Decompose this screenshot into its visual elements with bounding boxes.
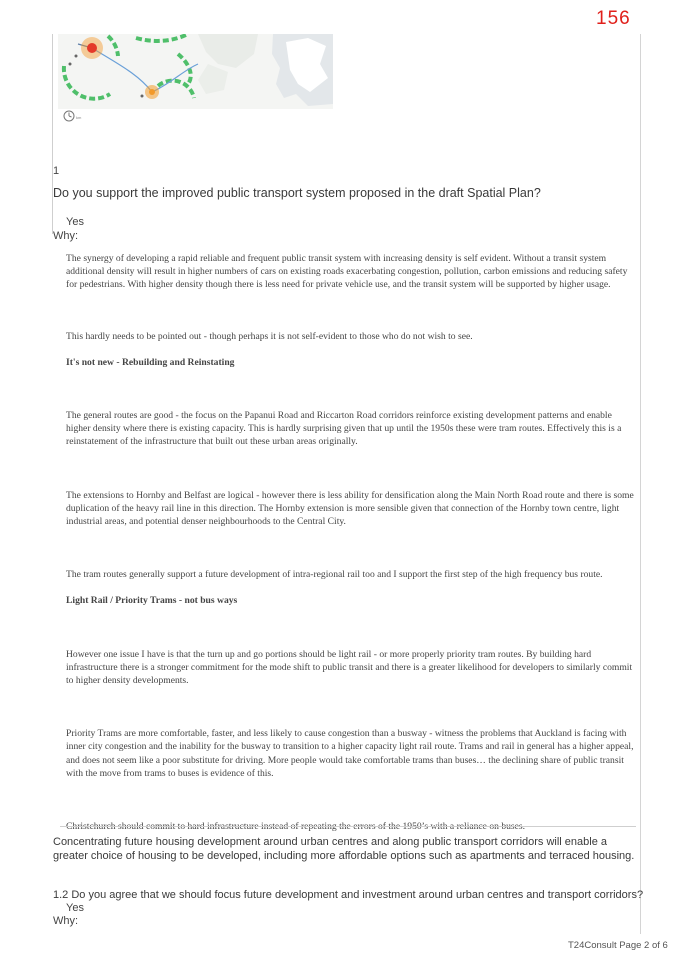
response-paragraph: The general routes are good - the focus on the Papanui Road and Riccarton Road corridors reinforce existing development patterns and enable higher density where there is existing capacity. This is hardly surprising given that up until the 1950s these were tram routes. Effectively this is a reinstatement of the infrastructure that built out these urban areas originally. [66,410,622,448]
question-number: 1 [53,165,60,177]
map-legend-label: km [76,115,82,120]
answer-value: Yes [66,216,84,228]
answer-value: Yes [66,902,84,914]
response-paragraph: However one issue I have is that the turn up and go portions should be light rail - or more properly priority tram routes. By building hard infrastructure there is a stronger commitment for the mode shift to public transit and there is a greater likelihood for developers to similarly commit to higher density developments. [66,648,633,687]
response-text [66,252,634,833]
scale-clock-icon [63,110,75,122]
question-text: Do you support the improved public transport system proposed in the draft Spatial Plan? [53,186,541,200]
why-label: Why: [53,230,79,242]
section-divider [60,826,636,827]
response-paragraph: The tram routes generally support a future development of intra-regional rail too and I support the first step of the high frequency bus route. [66,569,603,581]
response-paragraph: Priority Trams are more comfortable, faster, and less likely to cause congestion than a busway - witness the problems that Auckland is facing with inner city congestion and the inability for the busway to transition to a higher capacity light rail route. Trams and rail in general has a higher appeal, and does not seem like a poor substitute for driving. More people would take comfortable trams than buses… the declining share of public transit with the move from trams to buses is evidence of this. [66,728,634,779]
question-text: 1.2 Do you agree that we should focus future development and investment around urban centres and transport corridors? [53,889,644,901]
response-paragraph: This hardly needs to be pointed out - though perhaps it is not self-evident to those who do not wish to see. [66,330,473,342]
page-footer: T24Consult Page 2 of 6 [568,940,668,951]
right-border-rule [640,34,641,934]
transit-map-image [58,34,333,109]
response-paragraph: The extensions to Hornby and Belfast are logical - however there is less ability for densification along the Main North Road route and there is some duplication of the heavy rail line in this direction. The Hornby extension is more sensible given that connection of the Hornby town centre, light industrial areas, and potential denser neighbourhoods to the Central City. [66,489,634,528]
response-heading: It's not new - Rebuilding and Reinstating [66,356,235,368]
page-number: 156 [596,8,631,29]
left-border-rule [52,34,53,234]
response-heading: Light Rail / Priority Trams - not bus ways [66,595,238,607]
why-label: Why: [53,915,79,927]
section-intro: Concentrating future housing development around urban centres and along public transport corridors will enable a greater choice of housing to be developed, including more affordable options such as apartments and terraced housing. [53,836,635,862]
response-paragraph: The synergy of developing a rapid reliable and frequent public transit system with increasing density is self evident. Without a transit system additional density will result in higher numbers of cars on existing roads exacerbating congestion, pollution, carbon emissions and reducing safety for pedestrians. With higher density though there is less need for private vehicle use, and the transit system will be supported by higher usage. [66,253,628,291]
